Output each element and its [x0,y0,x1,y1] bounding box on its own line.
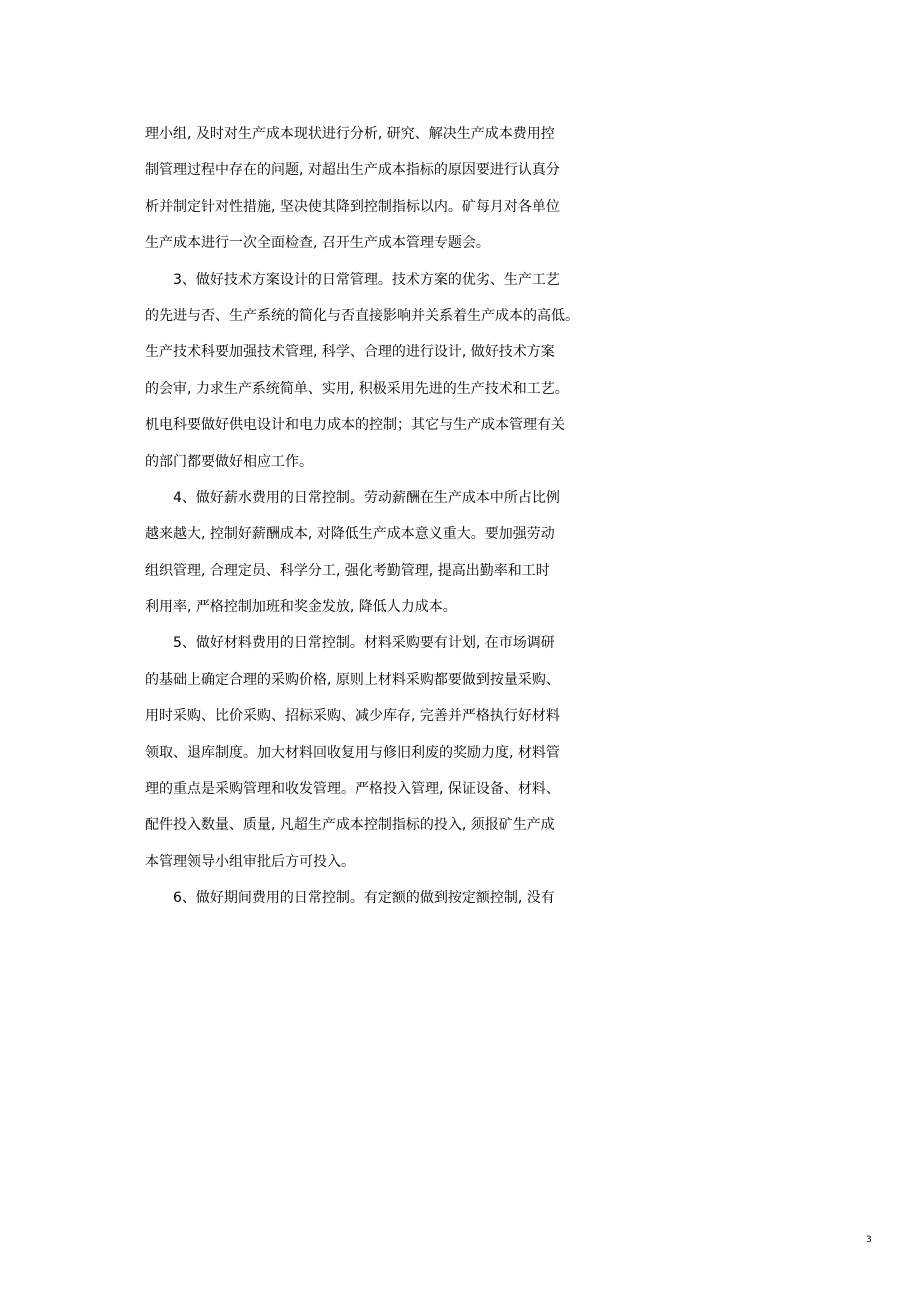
text-line: 5、做好材料费用的日常控制。材料采购要有计划, 在市场调研 [145,635,555,652]
text-line: 的部门都要做好相应工作。 [145,453,313,470]
text-line: 生产技术科要加强技术管理, 科学、合理的进行设计, 做好技术方案 [145,344,555,361]
text-line: 本管理领导小组审批后方可投入。 [145,853,355,870]
text-line: 3、做好技术方案设计的日常管理。技术方案的优劣、生产工艺 [145,271,560,288]
text-line: 理的重点是采购管理和收发管理。严格投入管理, 保证设备、材料、 [145,781,560,798]
text-line: 理小组, 及时对生产成本现状进行分析, 研究、解决生产成本费用控 [145,126,555,142]
text-line: 制管理过程中存在的问题, 对超出生产成本指标的原因要进行认真分 [145,162,560,179]
body-text [145,126,615,927]
page-number: 3 [866,1235,872,1245]
text-line: 的基础上确定合理的采购价格, 原则上材料采购都要做到按量采购、 [145,671,560,688]
text-line: 生产成本进行一次全面检查, 召开生产成本管理专题会。 [145,235,490,252]
text-line: 越来越大, 控制好薪酬成本, 对降低生产成本意义重大。要加强劳动 [145,526,555,543]
text-line: 机电科要做好供电设计和电力成本的控制；其它与生产成本管理有关 [145,417,565,434]
text-line: 利用率, 严格控制加班和奖金发放, 降低人力成本。 [145,599,457,616]
text-line: 组织管理, 合理定员、科学分工, 强化考勤管理, 提高出勤率和工时 [145,562,550,579]
text-line: 配件投入数量、质量, 凡超生产成本控制指标的投入, 须报矿生产成 [145,817,555,834]
text-line: 领取、退库制度。加大材料回收复用与修旧利废的奖励力度, 材料管 [145,744,560,761]
text-line: 的会审, 力求生产系统简单、实用, 积极采用先进的生产技术和工艺。 [145,380,569,397]
text-line: 用时采购、比价采购、招标采购、减少库存, 完善并严格执行好材料 [145,708,560,725]
text-line: 4、做好薪水费用的日常控制。劳动薪酬在生产成本中所占比例 [145,489,560,506]
text-line: 析并制定针对性措施, 坚决使其降到控制指标以内。矿每月对各单位 [145,198,560,215]
text-line: 6、做好期间费用的日常控制。有定额的做到按定额控制, 没有 [145,890,555,907]
text-line: 的先进与否、生产系统的简化与否直接影响并关系着生产成本的高低。 [145,307,579,324]
